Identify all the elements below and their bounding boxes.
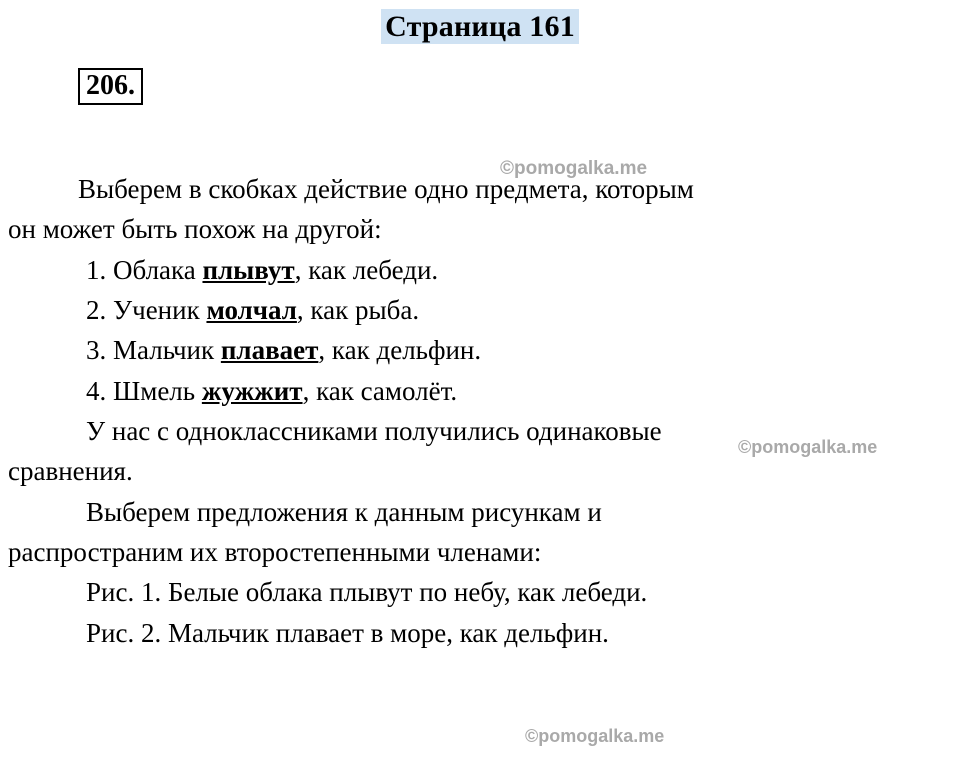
list-item-accent: плывут [202, 254, 295, 285]
list-item-prefix: 4. Шмель [86, 375, 202, 406]
list-item-accent: молчал [206, 294, 297, 325]
intro-line-1: Выберем в скобках действие одно предмета, которым [78, 174, 694, 204]
list-item-suffix: , как лебеди. [294, 254, 439, 285]
picture-sentence: Рис. 1. Белые облака плывут по небу, как лебеди. [86, 577, 648, 608]
list-item-accent: плавает [220, 335, 319, 366]
document-body [0, 170, 960, 654]
list-item-prefix: 3. Мальчик [86, 335, 221, 366]
list-item [0, 251, 960, 289]
second-task-line-2: распространим их второстепенными членами: [8, 536, 542, 567]
watermark-middle: ©pomogalka.me [738, 437, 878, 457]
list-item-suffix: , как дельфин. [318, 335, 482, 366]
list-item-suffix: , как самолёт. [302, 375, 458, 406]
picture-sentence: Рис. 2. Мальчик плавает в море, как дельфин. [86, 617, 609, 648]
list-item-prefix: 2. Ученик [86, 294, 207, 325]
list-item [0, 291, 960, 329]
list-item-suffix: , как рыба. [296, 294, 420, 325]
list-item-prefix: 1. Облака [86, 254, 203, 285]
list-item-accent: жужжит [201, 375, 303, 406]
watermark-bottom: ©pomogalka.me [525, 726, 665, 746]
watermark-top: ©pomogalka.me [500, 158, 648, 179]
result-line-2: сравнения. [8, 456, 133, 487]
result-line-1: У нас с одноклассниками получились одинаковые [86, 415, 662, 446]
page-title-text: Страница 161 [381, 9, 579, 44]
second-task-line-1: Выберем предложения к данным рисункам и [86, 496, 602, 527]
list-item [0, 331, 960, 369]
list-item [0, 372, 960, 410]
task-number: 206. [78, 68, 143, 105]
page-title [0, 10, 960, 44]
intro-line-2: он может быть похож на другой: [8, 214, 382, 245]
